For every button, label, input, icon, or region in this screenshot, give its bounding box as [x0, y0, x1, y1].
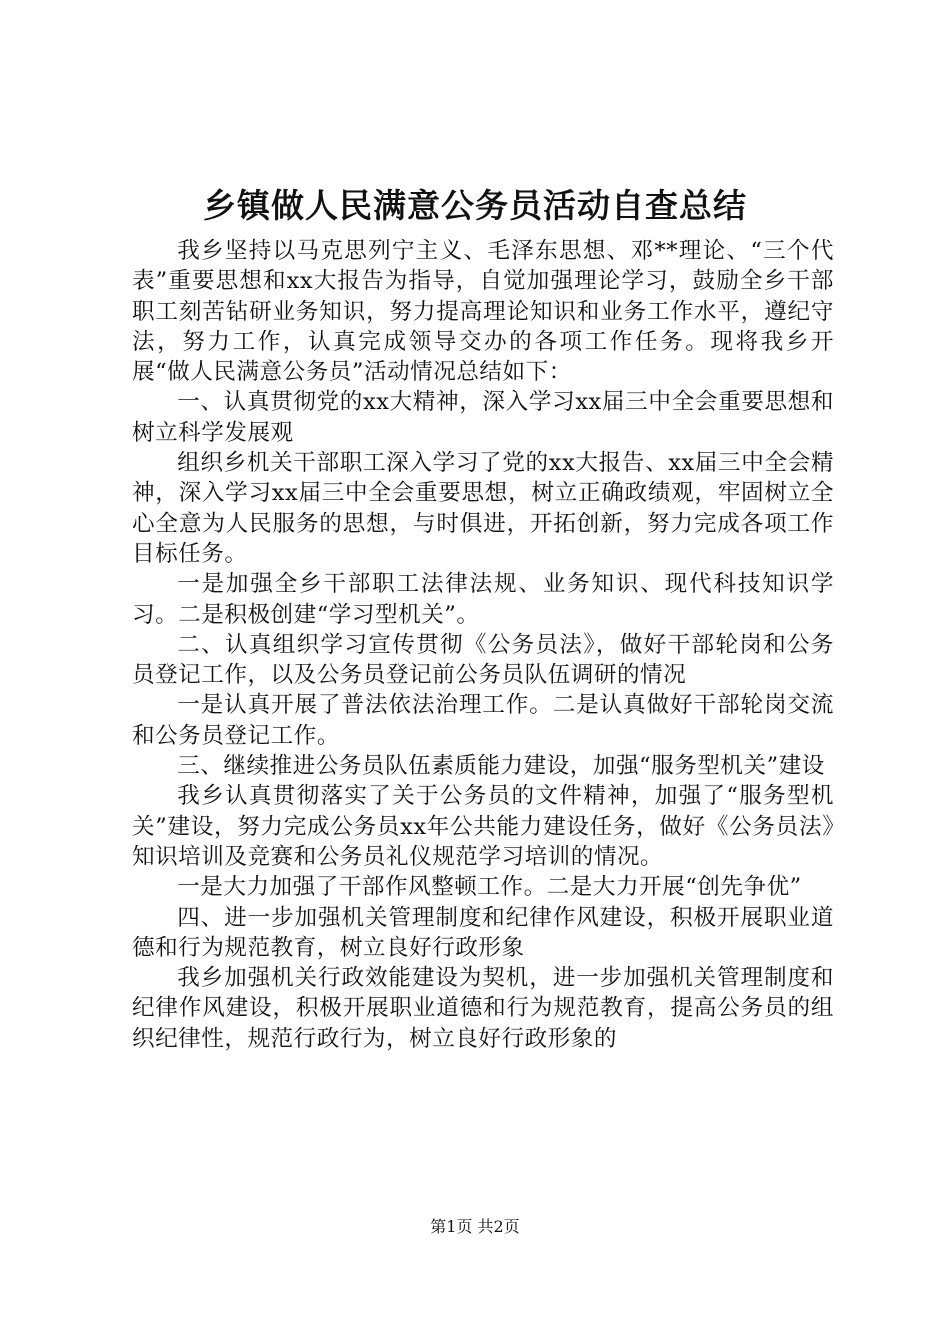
section-1-points: 一是加强全乡干部职工法律法规、业务知识、现代科技知识学习。二是积极创建“学习型机关”。	[132, 571, 834, 628]
intro-paragraph: 我乡坚持以马克思列宁主义、毛泽东思想、邓**理论、“三个代表”重要思想和xx大报告为指导，自觉加强理论学习，鼓励全乡干部职工刻苦钻研业务知识，努力提高理论知识和业务工作水平，遵纪守法，努力工作，认真完成领导交办的各项工作任务。现将我乡开展“做人民满意公务员”活动情况总结如下：	[132, 238, 834, 386]
section-1-paragraph: 组织乡机关干部职工深入学习了党的xx大报告、xx届三中全会精神，深入学习xx届三中全会重要思想，树立正确政绩观，牢固树立全心全意为人民服务的思想，与时俱进，开拓创新，努力完成各项工作目标任务。	[132, 450, 834, 567]
section-heading-4: 四、进一步加强机关管理制度和纪律作风建设，积极开展职业道德和行为规范教育，树立良好行政形象	[132, 904, 834, 961]
section-heading-3: 三、继续推进公务员队伍素质能力建设，加强“服务型机关”建设	[177, 753, 825, 780]
page-number-footer: 第1页 共2页	[430, 1217, 520, 1236]
section-heading-1: 一、认真贯彻党的xx大精神，深入学习xx届三中全会重要思想和树立科学发展观	[132, 389, 834, 446]
document-body	[132, 236, 834, 1054]
section-4-paragraph: 我乡加强机关行政效能建设为契机，进一步加强机关管理制度和纪律作风建设，积极开展职业道德和行为规范教育，提高公务员的组织纪律性，规范行政行为，树立良好行政形象的	[132, 965, 834, 1052]
section-heading-2: 二、认真组织学习宣传贯彻《公务员法》，做好干部轮岗和公务员登记工作，以及公务员登记前公务员队伍调研的情况	[132, 631, 834, 689]
section-3-paragraph: 我乡认真贯彻落实了关于公务员的文件精神，加强了“服务型机关”建设，努力完成公务员xx年公共能力建设任务，做好《公务员法》知识培训及竞赛和公务员礼仪规范学习培训的情况。	[132, 783, 834, 870]
document-title: 乡镇做人民满意公务员活动自查总结	[203, 186, 747, 225]
section-2-points: 一是认真开展了普法依法治理工作。二是认真做好干部轮岗交流和公务员登记工作。	[132, 692, 834, 749]
section-3-points: 一是大力加强了干部作风整顿工作。二是大力开展“创先争优”	[177, 874, 802, 901]
